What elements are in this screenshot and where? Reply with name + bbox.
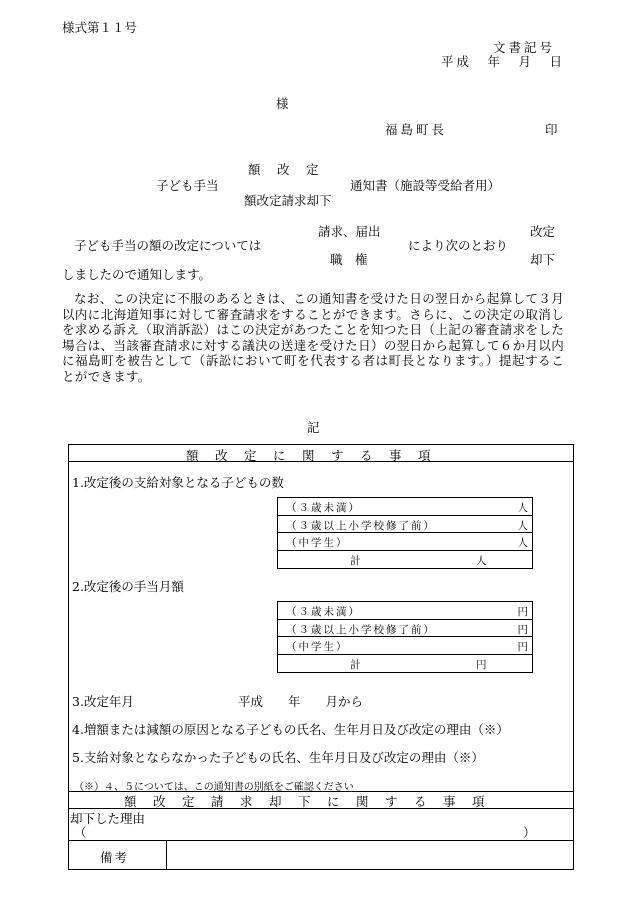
item2-label: 2.改定後の手当月額 bbox=[72, 579, 184, 594]
date-line: 平成 年 月 日 bbox=[441, 54, 566, 69]
title-right: 通知書（施設等受給者用） bbox=[350, 178, 501, 193]
body-intro: 子ども手当の額の改定については bbox=[74, 238, 262, 253]
document-number: 文書記号 bbox=[493, 40, 556, 55]
section2-header: 額 改 定 請 求 却 下 に 関 す る 事 項 bbox=[124, 794, 487, 809]
table-row: （中学生） 円 bbox=[278, 637, 532, 655]
remarks-label: 備考 bbox=[100, 850, 130, 865]
note-text: （※）４、５については、この通知書の別紙をご確認ください bbox=[74, 782, 354, 793]
table-row: （中学生） 人 bbox=[278, 533, 532, 551]
table-row-total: 計 円 bbox=[350, 658, 487, 671]
result-reject: 却下 bbox=[530, 252, 556, 267]
ki-mark: 記 bbox=[307, 420, 320, 435]
item1-label: 1.改定後の支給対象となる子どもの数 bbox=[72, 475, 284, 490]
result-revise: 改定 bbox=[530, 224, 556, 239]
table-row: （３歳未満） 人 bbox=[278, 498, 532, 516]
paren-open: （ bbox=[74, 825, 87, 840]
children-count-table bbox=[277, 497, 533, 569]
title-option-revision: 額 改 定 bbox=[248, 162, 321, 177]
table-row-total: 計 人 bbox=[350, 554, 487, 567]
issuer-name: 福島町長 bbox=[385, 122, 448, 137]
reject-reason-label: 却下した理由 bbox=[70, 811, 146, 826]
body-middle: により次のとおり bbox=[408, 238, 509, 253]
choice-authority: 職 権 bbox=[330, 252, 368, 267]
item4-label: 4.増額または減額の原因となる子どもの氏名、生年月日及び改定の理由（※） bbox=[72, 722, 509, 737]
item3-value: 平成 年 月から bbox=[238, 694, 364, 709]
section1-header: 額 改 定 に 関 す る 事 項 bbox=[186, 448, 433, 463]
table-row: （３歳未満） 円 bbox=[278, 602, 532, 620]
table-row: （３歳以上小学校修了前） 円 bbox=[278, 620, 532, 638]
item5-label: 5.支給対象とならなかった子どもの氏名、生年月日及び改定の理由（※） bbox=[72, 750, 484, 765]
title-option-rejection: 額改定請求却下 bbox=[244, 193, 332, 208]
title-left: 子ども手当 bbox=[156, 178, 219, 193]
monthly-amount-table bbox=[277, 601, 533, 673]
body-closing: しましたので通知します。 bbox=[62, 267, 212, 282]
paren-close: ） bbox=[523, 825, 536, 840]
form-number: 様式第１１号 bbox=[62, 20, 138, 35]
appeal-notice: なお、この決定に不服のあるときは、この通知書を受けた日の翌日から起算して３月以内に北海道知事に対して審査請求をすることができます。さらに、この決定の取消しを求める訴え（取消訴訟）はこの決定があつたことを知つた日（上記の審査請求をした場合は、当該審査請求に対する議決の送達を受けた日）の翌日から起算して６か月以内に福島町を被告として（訴訟において町を代表する者は町長となります。）提起することができます。 bbox=[62, 291, 564, 384]
item3-label: 3.改定年月 bbox=[72, 694, 134, 709]
table-row: （３歳以上小学校修了前） 人 bbox=[278, 516, 532, 534]
addressee-suffix: 様 bbox=[276, 96, 289, 111]
choice-request: 請求、届出 bbox=[318, 224, 381, 239]
seal-mark: 印 bbox=[545, 122, 558, 137]
